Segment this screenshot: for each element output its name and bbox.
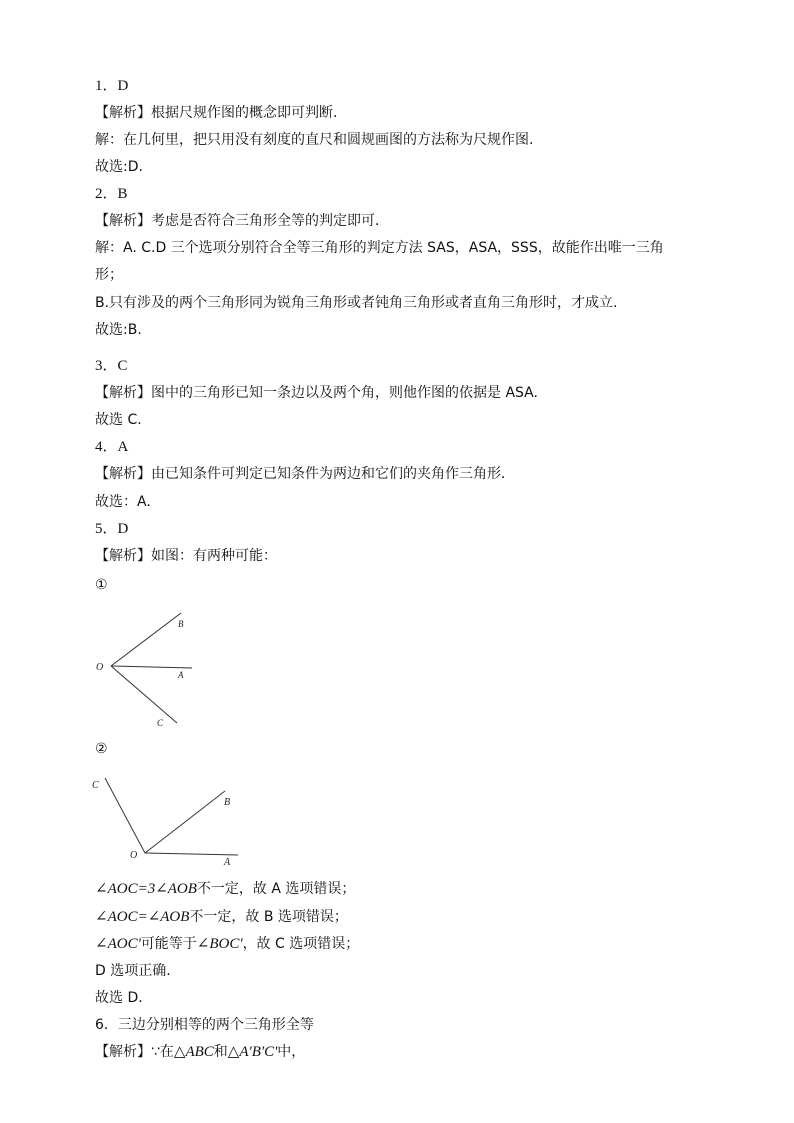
fig2-label-o: O bbox=[130, 850, 138, 861]
q6-analysis bbox=[95, 1043, 305, 1061]
q6-suffix: 中， bbox=[277, 1044, 306, 1060]
q6-and: 和 bbox=[213, 1044, 228, 1060]
q5-option-b-math: ∠AOC=∠AOB bbox=[95, 909, 190, 925]
q4-analysis: 【解析】由已知条件可判定已知条件为两边和它们的夹角作三角形． bbox=[95, 466, 515, 482]
q5-option-c-mid: 可能等于 bbox=[140, 936, 197, 952]
q4-answer: 4．A bbox=[95, 439, 129, 455]
fig1-ray-ob bbox=[111, 613, 181, 666]
q1-analysis: 【解析】根据尺规作图的概念即可判断. bbox=[95, 105, 338, 121]
q5-option-a-math: ∠AOC=3∠AOB bbox=[95, 881, 197, 897]
q5-case1-marker: ① bbox=[95, 577, 108, 593]
fig2-ray-oc bbox=[105, 778, 145, 853]
q2-solution-line3: B.只有涉及的两个三角形同为锐角三角形或者钝角三角形或者直角三角形时，才成立. bbox=[95, 295, 618, 311]
q2-choice: 故选:B. bbox=[95, 322, 142, 338]
q2-answer: 2．B bbox=[95, 186, 128, 202]
q2-solution-line1: 解：A. C.D 三个选项分别符合全等三角形的判定方法 SAS，ASA，SSS，故能作出唯一三角 bbox=[95, 240, 664, 256]
q6-answer: 6．三边分别相等的两个三角形全等 bbox=[95, 1017, 314, 1033]
q3-answer: 3．C bbox=[95, 358, 128, 374]
q5-option-c bbox=[95, 935, 359, 953]
fig1-label-a: A bbox=[178, 670, 184, 680]
fig1-ray-oc bbox=[111, 666, 177, 723]
q1-choice: 故选:D. bbox=[95, 159, 143, 175]
fig1-label-o: O bbox=[96, 662, 104, 673]
fig1-label-c: C bbox=[157, 718, 164, 728]
fig2-label-b: B bbox=[224, 797, 231, 808]
q5-option-d: D 选项正确. bbox=[95, 963, 171, 979]
fig2-ray-ob bbox=[145, 791, 225, 853]
q3-choice: 故选 C. bbox=[95, 412, 142, 428]
q5-case2-marker: ② bbox=[95, 741, 108, 757]
q4-choice: 故选：A. bbox=[95, 494, 151, 510]
figure-1-angle-diagram bbox=[90, 605, 210, 735]
fig2-label-c: C bbox=[92, 780, 99, 791]
q2-analysis: 【解析】考虑是否符合三角形全等的判定即可． bbox=[95, 213, 389, 229]
q5-option-a-text: 不一定，故 A 选项错误； bbox=[196, 881, 356, 897]
q6-triangle-abc: △ABC bbox=[173, 1044, 214, 1060]
fig2-ray-oa bbox=[145, 853, 238, 855]
q1-answer: 1．D bbox=[95, 78, 129, 94]
q2-solution-line2: 形； bbox=[95, 267, 123, 283]
q5-choice: 故选 D. bbox=[95, 990, 143, 1006]
q5-answer: 5．D bbox=[95, 521, 129, 537]
q5-analysis: 【解析】如图：有两种可能： bbox=[95, 548, 277, 564]
q5-option-b bbox=[95, 908, 348, 926]
q6-triangle-abc-prime: △A'B'C' bbox=[227, 1044, 278, 1060]
fig1-ray-oa bbox=[111, 666, 192, 668]
q3-analysis: 【解析】图中的三角形已知一条边以及两个角，则他作图的依据是 ASA. bbox=[95, 385, 538, 401]
q5-option-a bbox=[95, 880, 355, 898]
fig2-label-a: A bbox=[224, 857, 231, 868]
figure-2-angle-diagram bbox=[88, 772, 248, 872]
q5-option-c-text: ，故 C 选项错误； bbox=[242, 936, 360, 952]
q1-solution: 解：在几何里，把只用没有刻度的直尺和圆规画图的方法称为尺规作图. bbox=[95, 132, 534, 148]
fig1-label-b: B bbox=[178, 619, 184, 629]
q5-option-b-text: 不一定，故 B 选项错误； bbox=[189, 909, 348, 925]
q5-option-c-math1: ∠AOC' bbox=[95, 936, 141, 952]
q5-option-c-math2: ∠BOC' bbox=[196, 936, 243, 952]
q6-analysis-prefix: 【解析】∵在 bbox=[95, 1044, 174, 1060]
